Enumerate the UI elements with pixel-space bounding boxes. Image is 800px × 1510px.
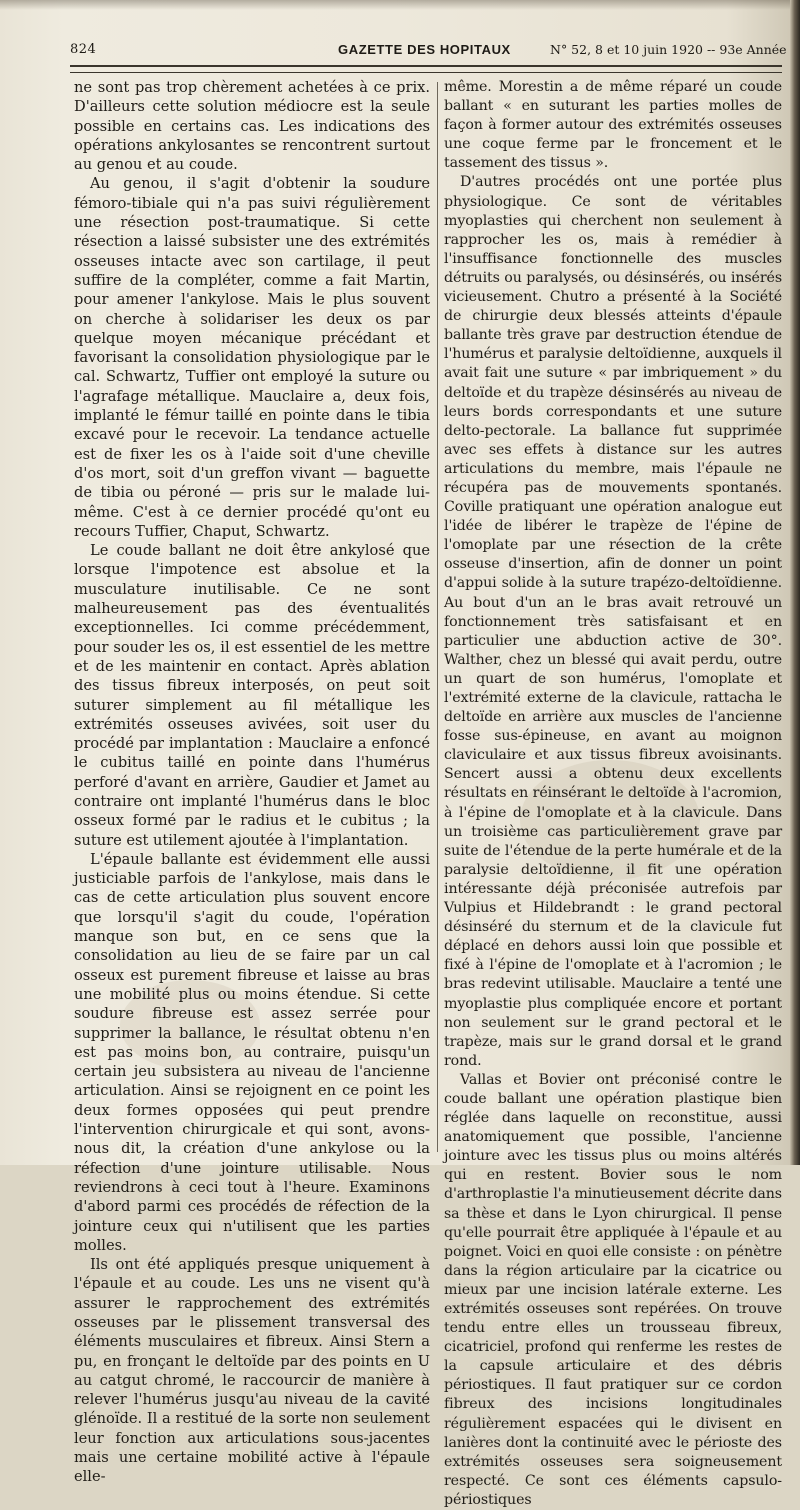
paragraph: même. Morestin a de même réparé un coude ballant « en suturant les parties molles de façon à former autour des extrémités osseuses une coque ferme par le froncement et le tassement des tissus ». <box>444 79 782 172</box>
page-number: 824 <box>70 42 97 57</box>
paragraph: D'autres procédés ont une portée plus physiologique. Ce sont de véritables myoplasties qui cherchent non seulement à rapprocher les os, mais à remédier à l'insuffisance fonctionnelle des muscles détruits ou paralysés, ou désinsérés, ou insérés vicieusement. Chutro a présenté à la Société de chirurgie deux blessés atteints d'épaule ballante très grave par destruction étendue de l'humérus et paralysie deltoïdienne, auxquels il avait fait une suture « par imbriquement » du deltoïde et du trapèze désinsérés au niveau de leurs bords correspondants et une suture delto-pectorale. La ballance fut supprimée avec ses effets à distance sur les autres articulations du membre, mais l'épaule ne récupéra pas de mouvements spontanés. Coville pratiquant une opération analogue eut l'idée de libérer le trapèze de l'épine de l'omoplate par une résection de la crête osseuse d'insertion, afin de donner un point d'appui solide à la suture trapézo-deltoïdienne. Au bout d'un an le bras avait retrouvé un fonctionnement très satisfaisant et en particulier une abduction active de 30°. Walther, chez un blessé qui avait perdu, outre un quart de son humérus, l'omoplate et l'extrémité externe de la clavicule, rattacha le deltoïde en arrière aux muscles de l'ancienne fosse sus-épineuse, en avant au moignon claviculaire et aux tissus fibreux avoisinants. Sencert aussi a obtenu deux excellents résultats en réinsérant le deltoïde à l'acromion, à l'épine de l'omoplate et à la clavicule. Dans un troisième cas particulièrement grave par suite de l'étendue de la perte humérale et de la paralysie deltoïdienne, il fit une opération intéressante déjà préconisée autrefois par Vulpius et Hildebrandt : le grand pectoral désinséré du sternum et de la clavicule fut déplacé en dehors aussi loin que possible et fixé à l'épine de l'omoplate et à l'acromion ; le bras redevint utilisable. Mauclaire a tenté une myoplastie plus compliquée encore et portant non seulement sur le grand pectoral et le trapèze, mais sur le grand dorsal et le grand rond. <box>444 174 782 1069</box>
paragraph: L'épaule ballante est évidemment elle aussi justiciable parfois de l'ankylose, mais dans le cas de cette articulation plus souvent encore que lorsqu'il s'agit du coude, l'opération manque son but, en ce sens que la consolidation au lieu de se faire par un cal osseux est purement fibreuse et laisse au bras une mobilité plus ou moins étendue. Si cette soudure fibreuse est assez serrée pour supprimer la ballance, le résultat obtenu n'en est pas moins bon, au contraire, puisqu'un certain jeu subsistera au niveau de l'ancienne articulation. Ainsi se rejoignent en ce point les deux formes opposées qui peut prendre l'intervention chirurgicale et qui sont, avons-nous dit, la création d'une ankylose ou la réfection d'une jointure utilisable. Nous reviendrons à ceci tout à l'heure. Examinons d'abord parmi ces procédés de réfection de la jointure ceux qui n'utilisent que les parties molles. <box>74 850 430 1254</box>
right-column <box>444 78 782 1508</box>
paragraph: Au genou, il s'agit d'obtenir la soudure fémoro-tibiale qui n'a pas suivi régulièrement une résection post-traumatique. Si cette résection a laissé subsister une des extrémités osseuses intacte avec son cartilage, il peut suffire de la compléter, comme a fait Martin, pour amener l'ankylose. Mais le plus souvent on cherche à solidariser les deux os par quelque moyen mécanique précédant et favorisant la consolidation physiologique par le cal. Schwartz, Tuffier ont employé la suture ou l'agrafage métallique. Mauclaire a, deux fois, implanté le fémur taillé en pointe dans le tibia excavé pour le recevoir. La tendance actuelle est de fixer les os à l'aide soit d'une cheville d'os mort, soit d'un greffon vivant — baguette de tibia ou péroné — pris sur le malade lui-même. C'est à ce dernier procédé qu'ont eu recours Tuffier, Chaput, Schwartz. <box>74 175 430 540</box>
paragraph: Le coude ballant ne doit être ankylosé que lorsque l'impotence est absolue et la musculature inutilisable. Ce ne sont malheureusement pas des éventualités exceptionnelles. Ici comme précédemment, pour souder les os, il est essentiel de les mettre et de les maintenir en contact. Après ablation des tissus fibreux interposés, on peut soit suturer simplement au fil métallique les extrémités osseuses avivées, soit user du procédé par implantation : Mauclaire a enfoncé le cubitus taillé en pointe dans l'humérus perforé d'avant en arrière, Gaudier et Jamet au contraire ont implanté l'humérus dans le bloc osseux formé par le radius et le cubitus ; la suture est utilement ajoutée à l'implantation. <box>74 542 430 849</box>
left-column <box>74 78 430 1486</box>
column-divider <box>437 82 438 1152</box>
paragraph: ne sont pas trop chèrement achetées à ce prix. D'ailleurs cette solution médiocre est la seule possible en certains cas. Les indications des opérations ankylosantes se rencontrent surtout au genou et au coude. <box>74 79 430 174</box>
book-binding-edge <box>790 0 800 1165</box>
header-rule <box>70 65 782 67</box>
journal-title: GAZETTE DES HOPITAUX <box>338 42 511 57</box>
issue-info: N° 52, 8 et 10 juin 1920 -- 93e Année <box>550 42 787 57</box>
page-header <box>70 39 790 61</box>
paragraph: Vallas et Bovier ont préconisé contre le coude ballant une opération plastique bien réglée dans laquelle on reconstitue, aussi anatomiquement que possible, l'ancienne jointure avec les tissus plus ou moins altérés qui en restent. Bovier sous le nom d'arthroplastie l'a minutieusement décrite dans sa thèse et dans le Lyon chirurgical. Il pense qu'elle pourrait être appliquée à l'épaule et au poignet. Voici en quoi elle consiste : on pénètre dans la région articulaire par la cicatrice ou mieux par une incision latérale externe. Les extrémités osseuses sont repérées. On trouve tendu entre elles un trousseau fibreux, cicatriciel, profond qui renferme les restes de la capsule articulaire et des débris périostiques. Il faut pratiquer sur ce cordon fibreux des incisions longitudinales régulièrement espacées qui le divisent en lanières dont la continuité avec le périoste des extrémités osseuses sera soigneusement respecté. Ce sont ces éléments capsulo-périostiques <box>444 1071 782 1508</box>
header-rule-thin <box>70 72 782 73</box>
page-top-shadow <box>0 0 790 10</box>
paragraph: Ils ont été appliqués presque uniquement à l'épaule et au coude. Les uns ne visent qu'à assurer le rapprochement des extrémités osseuses par le plissement transversal des éléments musculaires et fibreux. Ainsi Stern a pu, en fronçant le deltoïde par des points en U au catgut chromé, le raccourcir de manière à relever l'humérus jusqu'au niveau de la cavité glénoïde. Il a restitué de la sorte non seulement leur fonction aux articulations sous-jacentes mais une certaine mobilité active à l'épaule elle- <box>74 1256 430 1486</box>
